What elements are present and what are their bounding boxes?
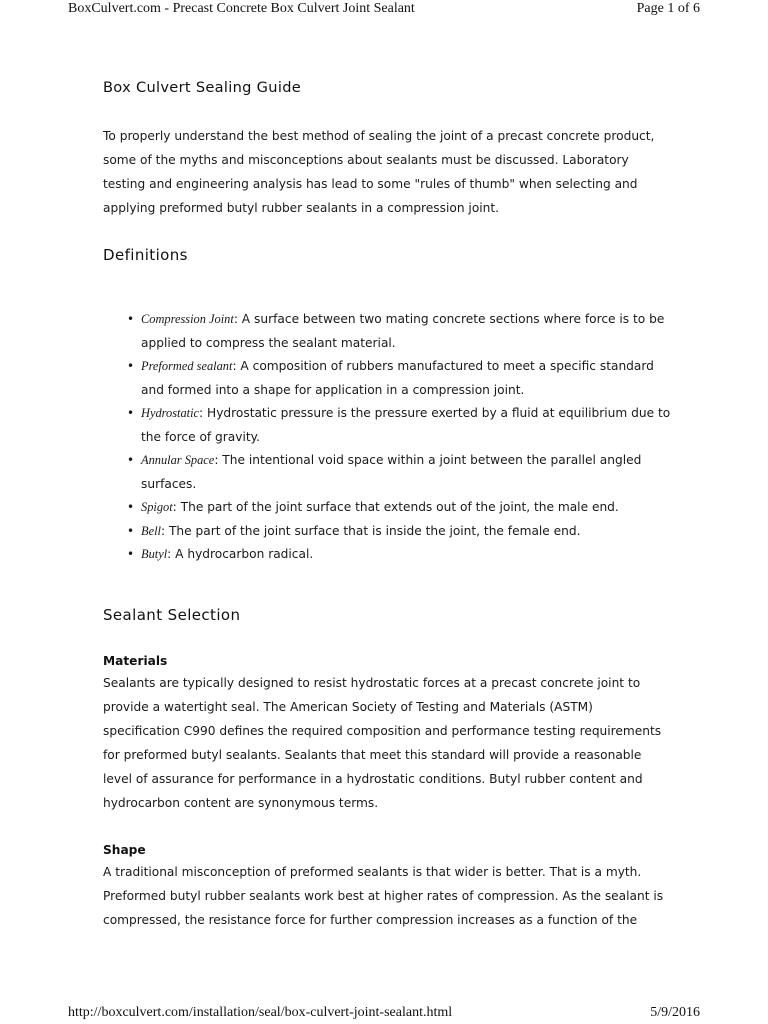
definition-term: Annular Space [141, 453, 215, 467]
definition-text: : A composition of rubbers manufactured to meet a specific standard and formed into a shape for application in a compression joint. [141, 359, 654, 397]
definition-term: Preformed sealant [141, 359, 233, 373]
list-item [103, 449, 673, 496]
page-source-title: BoxCulvert.com - Precast Concrete Box Culvert Joint Sealant [68, 1, 415, 16]
definition-term: Spigot [141, 500, 173, 514]
page-url: http://boxculvert.com/installation/seal/box-culvert-joint-sealant.html [68, 1005, 453, 1020]
list-item [103, 308, 673, 355]
bullet-icon: • [127, 453, 135, 467]
definition-term: Compression Joint [141, 312, 234, 326]
definition-text: : A hydrocarbon radical. [167, 547, 314, 561]
list-item [103, 520, 673, 544]
bullet-icon: • [127, 547, 135, 561]
bullet-icon: • [127, 406, 135, 420]
definition-text: : The part of the joint surface that extends out of the joint, the male end. [172, 500, 619, 514]
print-date: 5/9/2016 [650, 1005, 700, 1020]
materials-heading: Materials [103, 653, 168, 668]
definition-term: Hydrostatic [141, 406, 200, 420]
bullet-icon: • [127, 523, 135, 538]
intro-paragraph: To properly understand the best method of sealing the joint of a precast concrete product, some of the myths and misconceptions about sealants must be discussed. Laboratory testing and engineering analysis has lead to some "rules of thumb" when selecting and applying preformed butyl rubber sealants in a compression joint. [103, 129, 655, 215]
page-number: Page 1 of 6 [636, 1, 700, 16]
print-header [68, 1, 700, 17]
bullet-icon: • [127, 359, 135, 373]
definition-text: : The intentional void space within a joint between the parallel angled surfaces. [141, 453, 642, 491]
list-item [103, 402, 673, 449]
sealant-selection-heading: Sealant Selection [103, 605, 241, 624]
list-item [103, 355, 673, 402]
shape-heading: Shape [103, 842, 146, 857]
list-item [103, 496, 673, 520]
shape-paragraph: A traditional misconception of preformed sealants is that wider is better. That is a myth. Preformed butyl rubber sealants work best at higher rates of compression. As the sealant is compressed, the resistance force for further compression increases as a function of the [103, 864, 664, 927]
definitions-list [103, 308, 673, 567]
list-item [103, 543, 673, 567]
definition-term: Bell [141, 523, 161, 538]
materials-paragraph: Sealants are typically designed to resist hydrostatic forces at a precast concrete joint to provide a watertight seal. The American Society of Testing and Materials (ASTM) specification C990 defines the required composition and performance testing requirements for preformed butyl sealants. Sealants that meet this standard will provide a reasonable level of assurance for performance in a hydrostatic conditions. Butyl rubber content and hydrocarbon content are synonymous terms. [103, 675, 662, 810]
print-footer [68, 1005, 700, 1021]
definition-term: Butyl [141, 547, 168, 561]
bullet-icon: • [127, 500, 135, 514]
bullet-icon: • [127, 312, 135, 326]
document-title: Box Culvert Sealing Guide [103, 79, 302, 96]
definition-text: : The part of the joint surface that is inside the joint, the female end. [160, 523, 581, 538]
document-body [103, 77, 673, 932]
definition-text: : Hydrostatic pressure is the pressure exerted by a fluid at equilibrium due to the force of gravity. [141, 406, 671, 444]
definitions-heading: Definitions [103, 246, 188, 264]
definition-text: : A surface between two mating concrete sections where force is to be applied to compress the sealant material. [141, 312, 665, 350]
